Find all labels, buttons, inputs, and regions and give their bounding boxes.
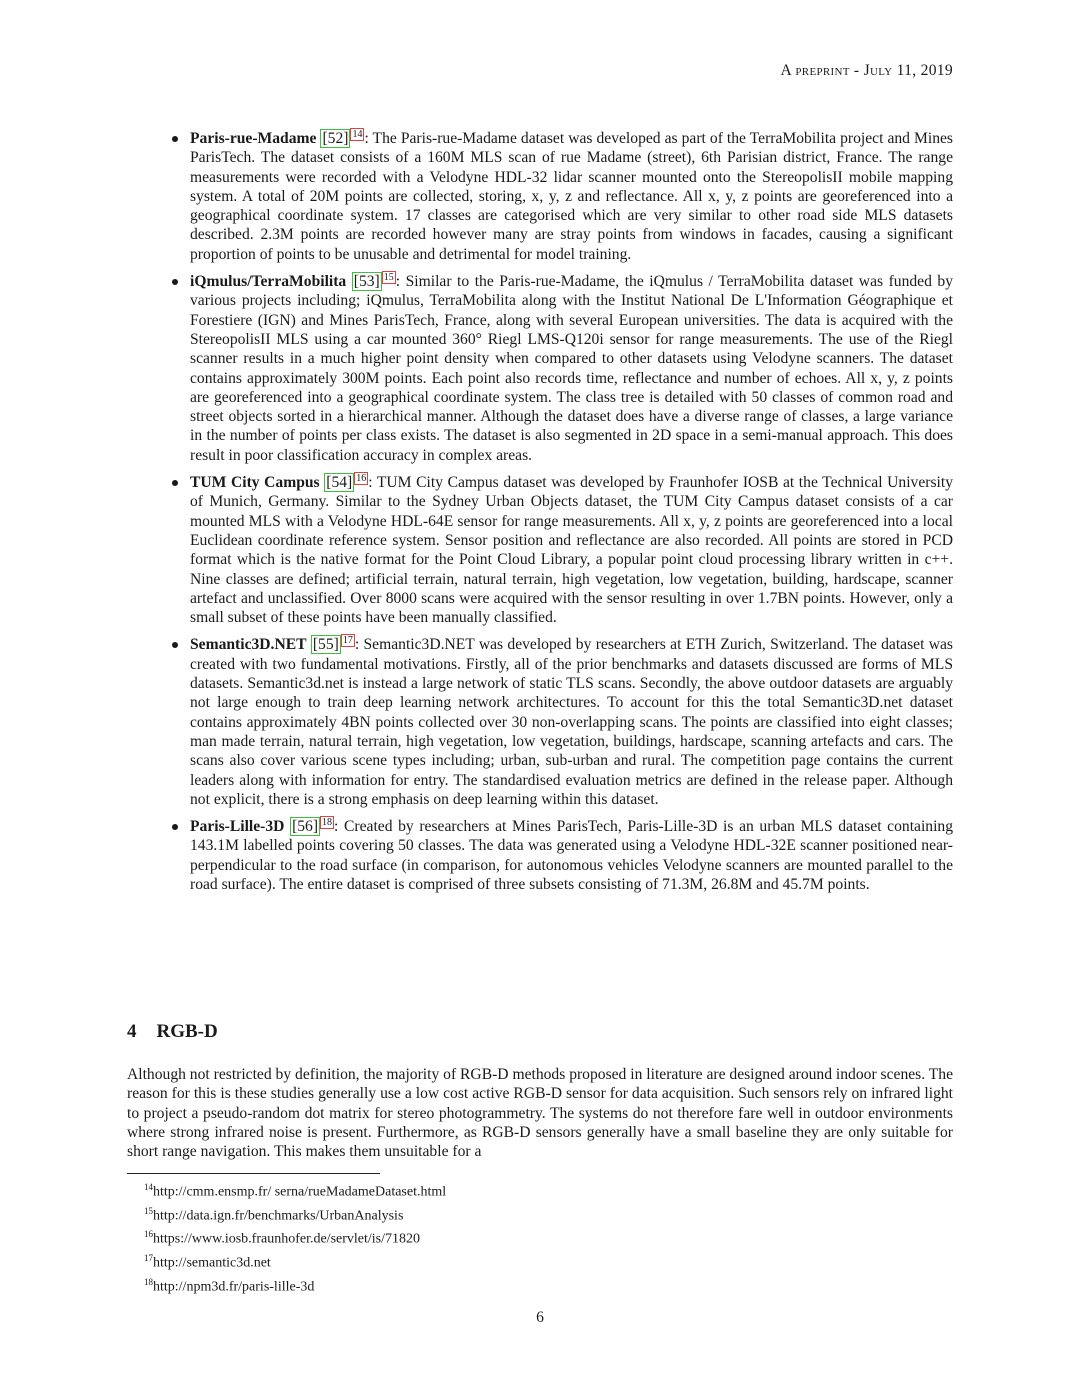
item-title: TUM City Campus [190,474,320,492]
section-heading [127,1022,218,1041]
citation-link[interactable]: [55] [312,636,339,654]
item-text: : TUM City Campus dataset was developed by Fraunhofer IOSB at the Technical University of Munich, Germany. Similar to the Sydney Urban Objects dataset, the TUM City Campus dataset consists of a car mounted MLS with a Velodyne HDL-64E sensor for range measurements. All x, y, z points are georeferenced into a local Euclidean coordinate reference system. Sensor position and reflectance are also recorded. All points are stored in PCD format which is the native format for the Point Cloud Library, a popular point cloud processing library written in c++. Nine classes are defined; artificial terrain, natural terrain, high vegetation, low vegetation, building, hardscape, scanner artefact and unclassified. Over 8000 scans were acquired with the sensor resulting in over 1.7BN points. However, only a small subset of these points have been manually classified. [190,474,953,627]
item-title: Paris-Lille-3D [190,818,285,836]
item-text: : Similar to the Paris-rue-Madame, the iQmulus / TerraMobilita dataset was funded by various projects including; iQmulus, TerraMobilita along with the Institut National De L'Information Géographique et Forestiere (IGN) and Mines ParisTech, France, along with several European universities. The data is acquired with the StereopolisII MLS using a car mounted 360° Riegl LMS-Q120i sensor for range measurements. The use of the Riegl scanner results in a much higher point density when compared to other datasets using Velodyne scanners. The dataset contains approximately 300M points. Each point also records time, reflectance and number of echoes. All x, y, z points are georeferenced into a geographical coordinate system. The class tree is detailed with 50 classes of common road and street objects sorted in a hierarchical manner. Although the dataset does have a diverse range of classes, a large variance in the number of points per class exists. The dataset is also segmented in 2D space in a semi-manual approach. This does result in poor classification accuracy in complex areas. [190,273,953,464]
footnote [144,1273,446,1297]
list-item [172,817,953,894]
citation-link[interactable]: [53] [353,273,380,291]
running-header: A preprint - July 11, 2019 [780,62,953,79]
footnote-number: 14 [144,1182,153,1192]
footnote-link[interactable]: 18 [322,816,333,828]
list-item [172,473,953,627]
item-text: : The Paris-rue-Madame dataset was developed as part of the TerraMobilita project and Mines ParisTech. The dataset consists of a 160M MLS scan of rue Madame (street), 6th Parisian district, France. The range measurements were recorded with a Velodyne HDL-32 lidar scanner mounted onto the StereopolisII mobile mapping system. A total of 20M points are collected, storing, x, y, z and reflectance. All x, y, z points are georeferenced into a geographical coordinate system. 17 classes are categorised which are very similar to other road side MLS datasets described. 2.3M points are recorded however many are stray points from windows in facades, causing a significant proportion of points to be unusable and detrimental for model training. [190,130,953,263]
item-title: Paris-rue-Madame [190,130,317,147]
list-item [172,272,953,465]
citation-link[interactable]: [54] [326,474,353,492]
page-number: 6 [536,1309,544,1326]
bullet-icon [172,824,178,830]
body-paragraph: Although not restricted by definition, the majority of RGB-D methods proposed in literature are designed around indoor scenes. The reason for this is these studies generally use a low cost active RGB-D sensor for data acquisition. Such sensors rely on infrared light to project a pseudo-random dot matrix for stereo photogrammetry. The systems do not therefore fare well in outdoor environments where strong infrared noise is present. Furthermore, as RGB-D sensors generally have a small baseline they are only suitable for short range navigation. This makes them unsuitable for a [127,1066,953,1161]
bullet-icon [172,642,178,648]
section-title: RGB-D [156,1021,218,1042]
item-text: : Created by researchers at Mines ParisTech, Paris-Lille-3D is an urban MLS dataset containing 143.1M labelled points covering 50 classes. The data was generated using a Velodyne HDL-32E scanner positioned near-perpendicular to the road surface (in comparison, for autonomous vehicles Velodyne scanners are mounted parallel to the road surface). The entire dataset is comprised of three subsets consisting of 71.3M, 26.8M and 45.7M points. [190,818,953,893]
footnote-number: 15 [144,1205,153,1216]
list-item [172,129,953,264]
citation-link[interactable]: [52] [322,130,349,147]
item-title: Semantic3D.NET [190,636,307,654]
bullet-icon [172,279,178,285]
section-number: 4 [127,1021,137,1042]
footnote-url[interactable]: http://cmm.ensmp.fr/ serna/rueMadameDataset.html [153,1184,447,1200]
footnote-link[interactable]: 16 [356,472,367,484]
footnote-url[interactable]: http://semantic3d.net [153,1255,271,1271]
bullet-icon [172,136,178,142]
footnote-number: 16 [144,1229,153,1240]
footnote-number: 18 [144,1276,153,1287]
dataset-list [172,129,953,902]
item-title: iQmulus/TerraMobilita [190,273,347,291]
footnote [144,1225,446,1249]
footnote-url[interactable]: http://npm3d.fr/paris-lille-3d [153,1279,315,1295]
footnote-number: 17 [144,1252,153,1263]
footnote-divider [127,1173,380,1174]
citation-link[interactable]: [56] [292,818,319,836]
footnote-url[interactable]: http://data.ign.fr/benchmarks/UrbanAnalysis [153,1208,404,1224]
footnote-url[interactable]: https://www.iosb.fraunhofer.de/servlet/is/71820 [153,1231,420,1247]
list-item [172,635,953,809]
item-text: : Semantic3D.NET was developed by researchers at ETH Zurich, Switzerland. The dataset was created with two fundamental motivations. Firstly, all of the prior benchmarks and datasets discussed are forms of MLS datasets. Semantic3d.net is instead a large network of static TLS scans. Secondly, the above outdoor datasets are arguably not large enough to train deep learning network architectures. To account for this the total Semantic3D.net dataset contains approximately 4BN points collected over 30 non-overlapping scans. The points are classified into eight classes; man made terrain, natural terrain, high vegetation, low vegetation, buildings, hardscape, scanning artefacts and cars. The scans also cover various scene types including; urban, sub-urban and rural. The competition page contains the current leaders along with information for entry. The standardised evaluation metrics are defined in the release paper. Although not explicit, there is a strong emphasis on deep learning within this dataset. [190,636,953,808]
bullet-icon [172,480,178,486]
footnote-link[interactable]: 17 [342,635,353,647]
footnotes [144,1178,446,1296]
footnote-link[interactable]: 15 [383,271,394,283]
footnote [144,1178,446,1202]
footnote [144,1249,446,1273]
footnote-link[interactable]: 14 [352,128,363,140]
footnote [144,1202,446,1226]
